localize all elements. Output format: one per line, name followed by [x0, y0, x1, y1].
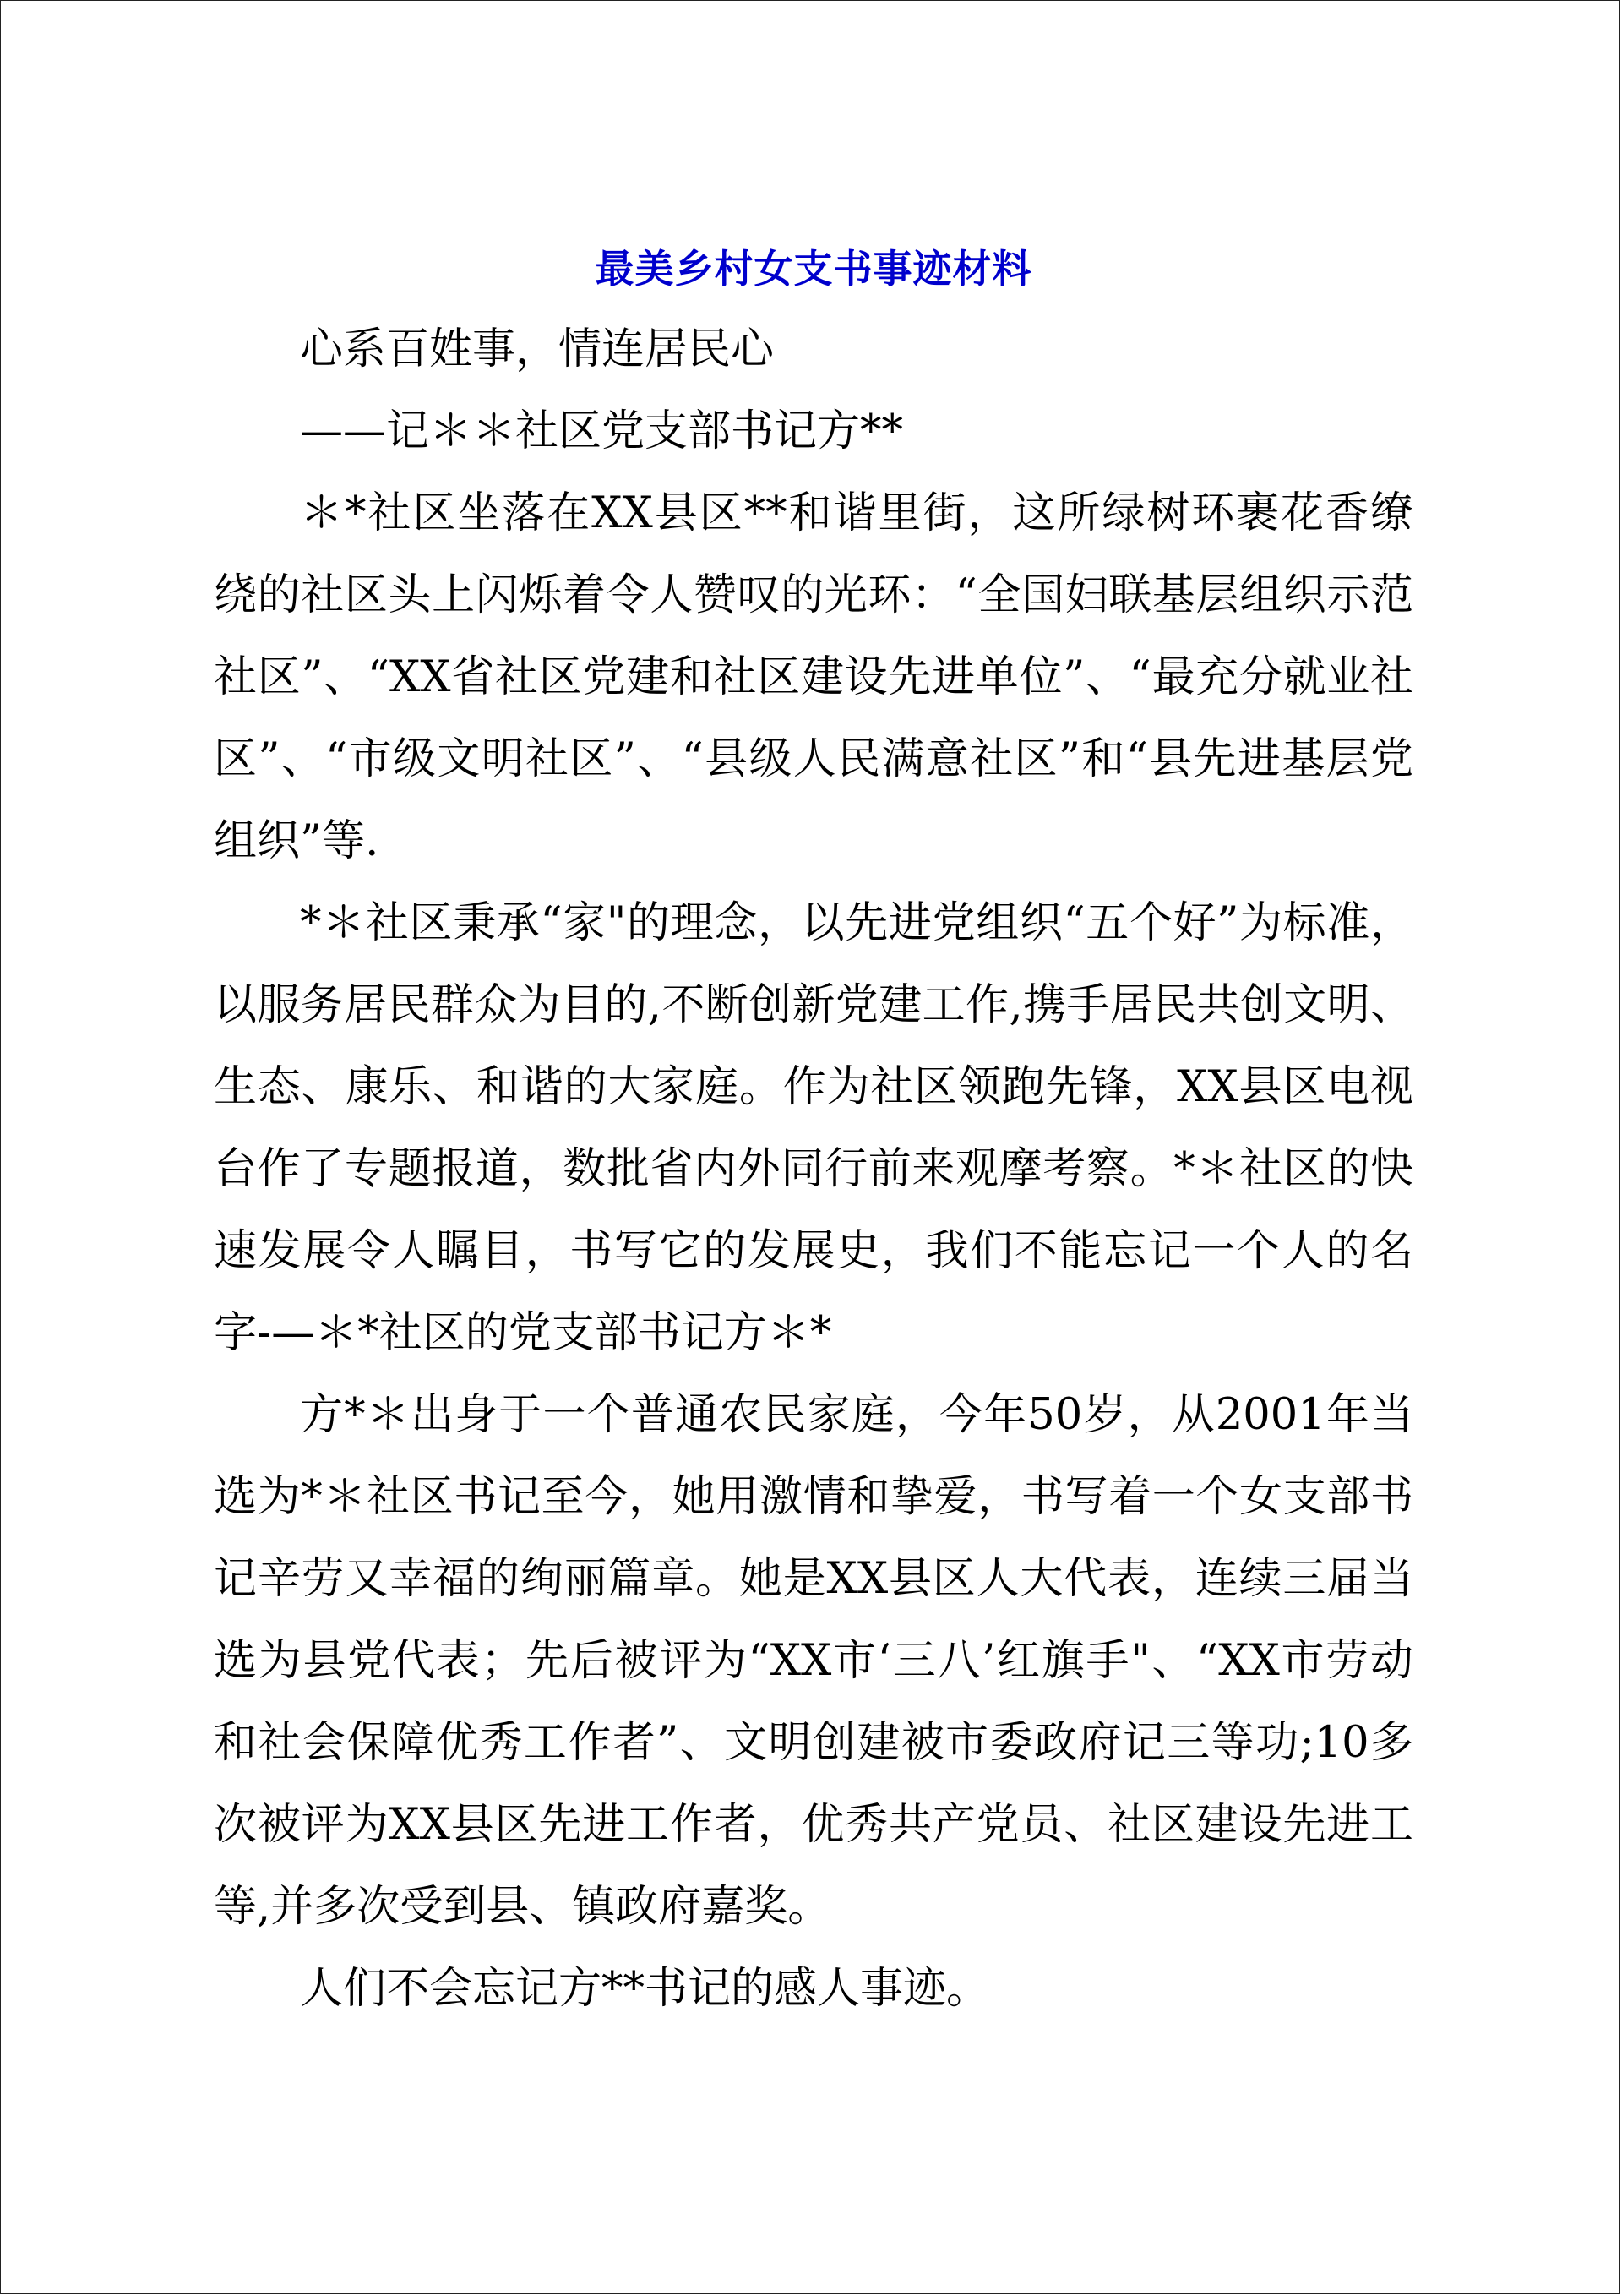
subtitle-line: 心系百姓事，情连居民心 — [300, 324, 775, 374]
paragraph-party-building: *＊社区秉承“家"的理念，以先进党组织“五个好”为标准，以服务居民群众为目的,不断创新党建工作,携手居民共创文明、生态、康乐、和谐的大家庭。作为社区领跑先锋，XX县区电视台作了专题报道，数批省内外同行前来观摩考察。*＊社区的快速发展令人瞩目，书写它的发展史，我们不能忘记一个人的名字-—＊*社区的党支部书记方＊* — [214, 898, 1413, 1358]
document-body — [214, 229, 1413, 2030]
paragraph-closing: 人们不会忘记方**书记的感人事迹。 — [300, 1964, 990, 2014]
document-title: 最美乡村女支书事迹材料 — [595, 246, 1032, 292]
byline: ——记＊＊社区党支部书记方** — [300, 406, 904, 456]
paragraph-community-intro: ＊*社区坐落在XX县区**和谐里街，这所绿树环裹花香缭绕的社区头上闪烁着令人赞叹的光环：“全国妇联基层组织示范社区”、“XX省社区党建和社区建设先进单位”、“最充分就业社区”、“市级文明社区”、“县级人民满意社区”和“县先进基层党组织”等. — [214, 488, 1413, 866]
paragraph-secretary-biography: 方*＊出身于一个普通农民家庭，今年50岁，从2001年当选为*＊社区书记至今，她用激情和挚爱，书写着一个女支部书记辛劳又幸福的绚丽篇章。她是XX县区人大代表，连续三届当选为县党代表；先后被评为“XX市‘三八’红旗手"、“XX市劳动和社会保障优秀工作者”、文明创建被市委政府记三等功;10多次被评为XX县区先进工作者，优秀共产党员、社区建设先进工等,并多次受到县、镇政府嘉奖。 — [214, 1390, 1413, 1932]
